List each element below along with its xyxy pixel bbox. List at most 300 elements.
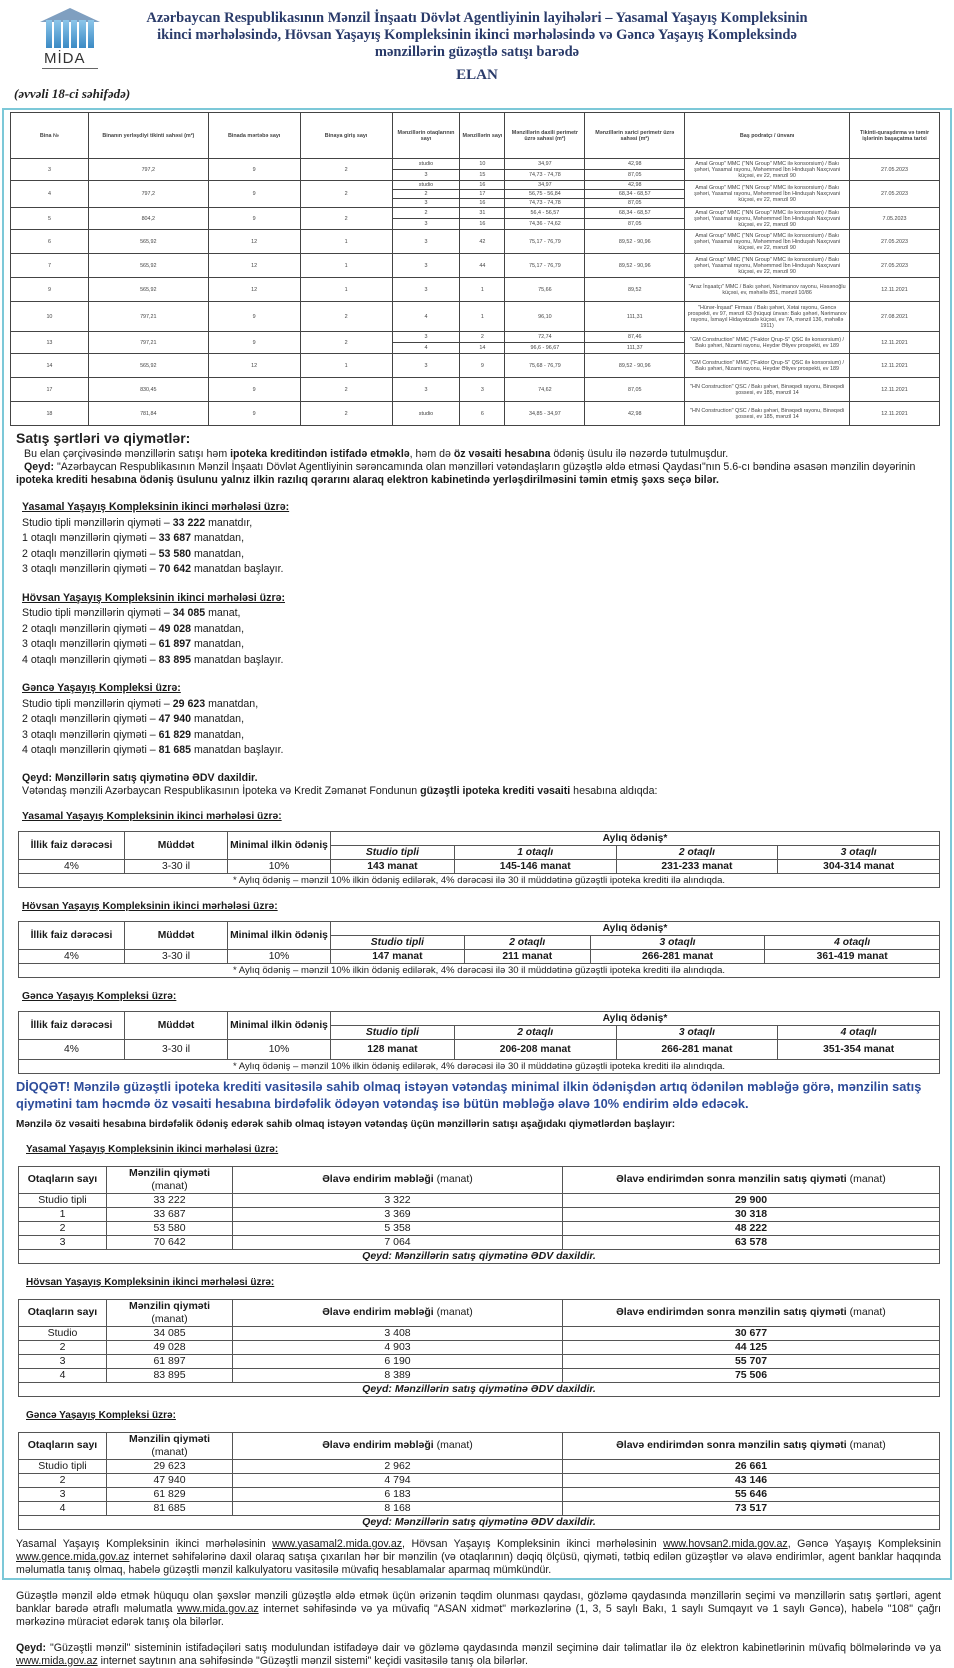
table-cell: 4 794: [233, 1473, 563, 1487]
cell-date: 27.05.2023: [850, 159, 940, 181]
table-row: [11, 254, 940, 278]
header-discount: Əlavə endirim məbləği (manat): [233, 1166, 563, 1193]
table-cell: 55 707: [563, 1354, 940, 1368]
unit-cell: 75,66: [505, 278, 585, 302]
cash-table-title: Gəncə Yaşayış Kompleksi üzrə:: [26, 1409, 176, 1421]
unit-cell: 75,17 - 76,79: [505, 254, 585, 278]
table-cell: 1: [19, 1207, 107, 1221]
table-cell: 34 085: [107, 1326, 233, 1340]
mortgage-footnote: * Aylıq ödəniş – mənzil 10% ilkin ödəniş edilərək, 4% dərəcəsi ilə 30 il müddətinə güzəştli ipoteka krediti ilə alındıqda.: [19, 1059, 940, 1073]
table-cell: 63 578: [563, 1235, 940, 1249]
cell-floors: 12: [208, 254, 300, 278]
apartment-type: 3 otaqlı: [616, 1025, 778, 1039]
column-header: Mənzillərin daxili perimetr üzrə sahəsi (m²): [505, 113, 585, 159]
sale-terms-heading: Satış şərtləri və qiymətlər:: [16, 430, 191, 446]
cell-date: 27.05.2023: [850, 230, 940, 254]
mortgage-footnote: * Aylıq ödəniş – mənzil 10% ilkin ödəniş edilərək, 4% dərəcəsi ilə 30 il müddətinə güzəştli ipoteka krediti ilə alındıqda.: [19, 963, 940, 977]
table-cell: 2 962: [233, 1459, 563, 1473]
table-row: [11, 208, 940, 219]
cell-date: 27.08.2021: [850, 302, 940, 332]
unit-cell: 16: [460, 181, 505, 190]
price-item: 2 otaqlı mənzillərin qiyməti – 47 940 manatdan,: [22, 713, 245, 725]
table-cell: 81 685: [107, 1501, 233, 1515]
unit-cell: 3: [392, 170, 460, 181]
table-cell: 53 580: [107, 1221, 233, 1235]
monthly-payment: 231-233 manat: [616, 859, 778, 873]
table-cell: 3 408: [233, 1326, 563, 1340]
header-rate: İllik faiz dərəcəsi: [19, 1011, 125, 1039]
cell-floors: 9: [208, 159, 300, 181]
cell-area: 797,21: [88, 302, 208, 332]
cell-floors: 9: [208, 378, 300, 402]
elan-label: ELAN: [456, 67, 498, 83]
price-item: Studio tipli mənzillərin qiyməti – 33 222 manatdır,: [22, 516, 253, 529]
price-item: 2 otaqlı mənzillərin qiyməti – 49 028 manatdan,: [22, 622, 245, 635]
table-cell: 75 506: [563, 1368, 940, 1382]
unit-cell: 87,05: [585, 170, 685, 181]
header-final-price: Əlavə endirimdən sonra mənzilin satış qiyməti (manat): [563, 1432, 940, 1459]
column-header: Mənzillərin sayı: [460, 113, 505, 159]
cell-date: 7.05.2023: [850, 208, 940, 230]
table-row: [19, 1354, 940, 1368]
unit-cell: 72,74: [505, 332, 585, 343]
price-list: [22, 681, 941, 759]
mortgage-table: [18, 831, 940, 888]
cell-entrances: 1: [300, 230, 392, 254]
vat-note-row: Qeyd: Mənzillərin satış qiymətinə ƏDV daxildir.: [19, 1249, 940, 1263]
building-icon: [46, 20, 94, 48]
cell-entrances: 2: [300, 181, 392, 208]
unit-cell: 89,52 - 90,96: [585, 354, 685, 378]
table-row: [11, 354, 940, 378]
price-item: 1 otaqlı mənzillərin qiyməti – 33 687 manatdan,: [22, 532, 245, 544]
cash-price-table: [18, 1166, 940, 1264]
unit-cell: 10: [460, 159, 505, 170]
cell-date: 12.11.2021: [850, 378, 940, 402]
unit-cell: 87,05: [585, 219, 685, 230]
mortgage-table: [18, 921, 940, 978]
table-cell: 6 190: [233, 1354, 563, 1368]
table-cell: 5 358: [233, 1221, 563, 1235]
monthly-payment: 128 manat: [331, 1039, 455, 1059]
table-cell: Studio: [19, 1326, 107, 1340]
mortgage-table-title: Gəncə Yaşayış Kompleksi üzrə:: [22, 990, 177, 1002]
monthly-payment: 211 manat: [464, 949, 590, 963]
unit-cell: 3: [392, 332, 460, 343]
unit-cell: 42: [460, 230, 505, 254]
header-price: Mənzilin qiyməti (manat): [107, 1299, 233, 1326]
cell-no: 17: [11, 378, 89, 402]
cell-area: 830,45: [88, 378, 208, 402]
unit-cell: 87,05: [585, 199, 685, 208]
cell-contractor: "Araz İnşaatçı" MMC / Bakı şəhəri, Nərimanov rayonu, Həsənoğlu küçəsi, ev, məhəllə 851, mənzil 10/86: [685, 278, 850, 302]
table-row: [19, 1235, 940, 1249]
table-cell: 30 318: [563, 1207, 940, 1221]
monthly-payment: 145-146 manat: [454, 859, 616, 873]
mortgage-intro: Vətəndaş mənzili Azərbaycan Respublikasının İpoteka və Kredit Zəmanət Fondunun güzəştli ipoteka krediti vəsaiti hesabına aldıqda:: [22, 784, 658, 797]
buildings-table: [10, 112, 940, 426]
apartment-type: Studio tipli: [331, 1025, 455, 1039]
monthly-payment: 147 manat: [331, 949, 465, 963]
table-cell: Studio tipli: [19, 1459, 107, 1473]
unit-cell: 68,34 - 68,57: [585, 208, 685, 219]
cell-entrances: 2: [300, 402, 392, 426]
cell-no: 10: [11, 302, 89, 332]
column-header: Binanın yerləşdiyi tikinti sahəsi (m²): [88, 113, 208, 159]
price-item: Studio tipli mənzillərin qiyməti – 34 085 manat,: [22, 607, 241, 619]
terms-paragraph: Bu elan çərçivəsində mənzillərin satışı həm ipoteka kreditindən istifadə etməklə, həm də öz vəsaiti hesabına ödəniş üsulu ilə nəzərdə tutulmuşdur.: [24, 448, 729, 460]
cell-no: 6: [11, 230, 89, 254]
cell-contractor: "HN Construction" QSC / Bakı şəhəri, Binəqədi rayonu, Binəqədi şossesi, ev 185, mənzil 14: [685, 402, 850, 426]
apartment-type: Studio tipli: [331, 845, 455, 859]
link-yasamal[interactable]: www.yasamal2.mida.gov.az: [272, 1537, 403, 1550]
unit-cell: 17: [460, 190, 505, 199]
cell-contractor: Amal Group" MMC ("NN Group" MMC ilə konsorsium) / Bakı şəhəri, Yasamal rayonu, Məhəmməd İbn Hinduşah Naxçıvani küçəsi, ev 22, mənzil 90: [685, 230, 850, 254]
cash-tables: [16, 1143, 941, 1530]
unit-cell: 3: [392, 199, 460, 208]
price-item: 3 otaqlı mənzillərin qiyməti – 61 829 manatdan,: [22, 728, 245, 741]
apartment-type: 4 otaqlı: [778, 1025, 940, 1039]
unit-cell: 3: [392, 354, 460, 378]
link-gence[interactable]: www.gence.mida.gov.az: [16, 1550, 130, 1563]
table-cell: 26 661: [563, 1459, 940, 1473]
unit-cell: 56,4 - 56,57: [505, 208, 585, 219]
cell-floors: 9: [208, 181, 300, 208]
cell-rate: 4%: [19, 1039, 125, 1059]
table-cell: 83 895: [107, 1368, 233, 1382]
table-cell: 30 677: [563, 1326, 940, 1340]
cell-contractor: Amal Group" MMC ("NN Group" MMC ilə konsorsium) / Bakı şəhəri, Yasamal rayonu, Məhəmməd İbn Hinduşah Naxçıvani küçəsi, ev 22, mənzil 90: [685, 208, 850, 230]
unit-cell: 4: [392, 302, 460, 332]
header-price: Mənzilin qiyməti (manat): [107, 1166, 233, 1193]
header-rooms: Otaqların sayı: [19, 1166, 107, 1193]
unit-cell: 2: [392, 208, 460, 219]
unit-cell: 75,68 - 76,79: [505, 354, 585, 378]
table-row: [11, 230, 940, 254]
cell-term: 3-30 il: [125, 859, 228, 873]
unit-cell: 56,75 - 56,84: [505, 190, 585, 199]
link-mida[interactable]: www.mida.gov.az: [177, 1602, 259, 1615]
cell-min: 10%: [228, 1039, 331, 1059]
page-header: [0, 0, 954, 101]
unit-cell: 89,52 - 90,96: [585, 230, 685, 254]
cell-entrances: 1: [300, 354, 392, 378]
unit-cell: 68,34 - 68,57: [585, 190, 685, 199]
header-rooms: Otaqların sayı: [19, 1299, 107, 1326]
cell-no: 5: [11, 208, 89, 230]
cell-date: 27.05.2023: [850, 181, 940, 208]
cell-entrances: 1: [300, 278, 392, 302]
unit-cell: 74,36 - 74,62: [505, 219, 585, 230]
link-mida-2[interactable]: www.mida.gov.az: [16, 1654, 98, 1667]
monthly-payment: 361-419 manat: [765, 949, 940, 963]
header-min-payment: Minimal ilkin ödəniş: [228, 921, 331, 949]
cell-floors: 9: [208, 302, 300, 332]
header-rooms: Otaqların sayı: [19, 1432, 107, 1459]
column-header: Binaya giriş sayı: [300, 113, 392, 159]
cell-area: 565,92: [88, 354, 208, 378]
monthly-payment: 206-208 manat: [454, 1039, 616, 1059]
table-cell: 33 222: [107, 1193, 233, 1207]
apartment-type: 2 otaqlı: [464, 935, 590, 949]
table-cell: 29 623: [107, 1459, 233, 1473]
cell-contractor: "GM Construction" MMC ("Faktor Qrup-S" QSC ilə konsorsium) / Bakı şəhəri, Nizami rayonu, Heydər Əliyev prospekti, ev 189: [685, 332, 850, 354]
unit-cell: 89,52 - 90,96: [585, 254, 685, 278]
terms-note: Qeyd: "Azərbaycan Respublikasının Mənzil İnşaatı Dövlət Agentliyinin sərəncamında olan mənzilləri vətəndaşların güzəştlə əldə etməsi Qaydası"nın 5.6-cı bəndinə əsasən mənzilin dəyərinin ipoteka krediti hesabına ödəniş üsulunu yalnız ilkin razılıq qərarını alaraq elektron kabinetində yerləşdirilməsini təmin etmiş şəxs seçə bilər.: [16, 461, 916, 486]
unit-cell: 42,98: [585, 402, 685, 426]
table-cell: 2: [19, 1473, 107, 1487]
apartment-type: 1 otaqlı: [454, 845, 616, 859]
unit-cell: 3: [392, 230, 460, 254]
unit-cell: 31: [460, 208, 505, 219]
table-cell: 2: [19, 1221, 107, 1235]
cell-contractor: "HN Construction" QSC / Bakı şəhəri, Binəqədi rayonu, Binəqədi şossesi, ev 185, mənzil 14: [685, 378, 850, 402]
table-row: [19, 1501, 940, 1515]
table-cell: 8 168: [233, 1501, 563, 1515]
monthly-payment: 143 manat: [331, 859, 455, 873]
unit-cell: 34,85 - 34,97: [505, 402, 585, 426]
table-cell: 8 389: [233, 1368, 563, 1382]
table-cell: 2: [19, 1340, 107, 1354]
unit-cell: 2: [460, 332, 505, 343]
price-item: 2 otaqlı mənzillərin qiyməti – 53 580 manatdan,: [22, 547, 245, 560]
unit-cell: 111,37: [585, 343, 685, 354]
cell-min: 10%: [228, 859, 331, 873]
cell-term: 3-30 il: [125, 1039, 228, 1059]
table-cell: 70 642: [107, 1235, 233, 1249]
table-cell: 55 646: [563, 1487, 940, 1501]
table-row: [19, 1326, 940, 1340]
unit-cell: 96,10: [505, 302, 585, 332]
cell-entrances: 1: [300, 254, 392, 278]
cell-term: 3-30 il: [125, 949, 228, 963]
unit-cell: studio: [392, 402, 460, 426]
cell-contractor: "Hünər-İnşaat" Firması / Bakı şəhəri, Xətai rayonu, Gəncə prospekti, ev 97, mənzil 63 (hüquqi ünvan: Bakı şəhəri, Nərimanov rayonu, İsmayıl Hidayətzadə küçəsi, ev 7A, mənzil 136, məhəllə 1911): [685, 302, 850, 332]
footer-info: [16, 1538, 941, 1668]
price-list: [22, 500, 941, 578]
price-item: 3 otaqlı mənzillərin qiyməti – 61 897 manatdan,: [22, 638, 245, 650]
unit-cell: 111,31: [585, 302, 685, 332]
table-cell: 7 064: [233, 1235, 563, 1249]
table-row: [19, 1193, 940, 1207]
cell-contractor: Amal Group" MMC ("NN Group" MMC ilə konsorsium) / Bakı şəhəri, Yasamal rayonu, Məhəmməd İbn Hinduşah Naxçıvani küçəsi, ev 22, mənzil 90: [685, 159, 850, 181]
header-term: Müddət: [125, 1011, 228, 1039]
cell-entrances: 2: [300, 332, 392, 354]
unit-cell: 15: [460, 170, 505, 181]
apartment-type: 2 otaqlı: [616, 845, 778, 859]
table-row: [19, 1221, 940, 1235]
attention-notice: DİQQƏT! Mənzilə güzəştli ipoteka krediti vasitəsilə sahib olmaq istəyən vətəndaş minimal ilkin ödənişdən artıq ödənilən məbləğə görə, mənzilin satış qiymətini tam həcmdə öz vəsaiti hesabına birdəfəlik ödəyən vətəndaş isə bütün məbləğə əlavə 10% endirim əldə edəcək.: [16, 1078, 922, 1111]
table-cell: 47 940: [107, 1473, 233, 1487]
column-header: Tikinti-quraşdırma və təmir işlərinin başaçatma tarixi: [850, 113, 940, 159]
table-cell: 6 183: [233, 1487, 563, 1501]
column-header: Baş podratçı / ünvanı: [685, 113, 850, 159]
unit-cell: 3: [460, 378, 505, 402]
table-cell: 4 903: [233, 1340, 563, 1354]
header-min-payment: Minimal ilkin ödəniş: [228, 831, 331, 859]
price-item: 4 otaqlı mənzillərin qiyməti – 81 685 manatdan başlayır.: [22, 744, 284, 756]
link-hovsan[interactable]: www.hovsan2.mida.gov.az: [663, 1537, 788, 1550]
header-rate: İllik faiz dərəcəsi: [19, 831, 125, 859]
cell-date: 12.11.2021: [850, 402, 940, 426]
cell-no: 9: [11, 278, 89, 302]
cell-area: 797,2: [88, 181, 208, 208]
unit-cell: 3: [392, 378, 460, 402]
unit-cell: 3: [392, 254, 460, 278]
unit-cell: 3: [392, 219, 460, 230]
header-term: Müddət: [125, 921, 228, 949]
column-header: Binada mərtəbə sayı: [208, 113, 300, 159]
cell-floors: 9: [208, 208, 300, 230]
price-item: 3 otaqlı mənzillərin qiyməti – 70 642 manatdan başlayır.: [22, 563, 284, 575]
unit-cell: 74,62: [505, 378, 585, 402]
price-item: 4 otaqlı mənzillərin qiyməti – 83 895 manatdan başlayır.: [22, 653, 284, 666]
cell-floors: 12: [208, 278, 300, 302]
table-cell: 73 517: [563, 1501, 940, 1515]
price-list-title: Hövsan Yaşayış Kompleksinin ikinci mərhələsi üzrə:: [22, 591, 285, 604]
cell-area: 565,92: [88, 254, 208, 278]
cell-date: 12.11.2021: [850, 354, 940, 378]
header-monthly: Aylıq ödəniş*: [331, 921, 940, 935]
table-cell: 44 125: [563, 1340, 940, 1354]
cell-area: 565,92: [88, 278, 208, 302]
cell-contractor: "GM Construction" MMC ("Faktor Qrup-S" QSC ilə konsorsium) / Bakı şəhəri, Nizami rayonu, Heydər Əliyev prospekti, ev 189: [685, 354, 850, 378]
monthly-payment: 304-314 manat: [778, 859, 940, 873]
cell-area: 797,21: [88, 332, 208, 354]
unit-cell: 9: [460, 354, 505, 378]
mortgage-table-title: Yasamal Yaşayış Kompleksinin ikinci mərhələsi üzrə:: [22, 810, 282, 822]
header-discount: Əlavə endirim məbləği (manat): [233, 1299, 563, 1326]
table-row: [19, 1368, 940, 1382]
table-cell: 48 222: [563, 1221, 940, 1235]
cell-entrances: 2: [300, 208, 392, 230]
unit-cell: 75,17 - 76,79: [505, 230, 585, 254]
header-price: Mənzilin qiyməti (manat): [107, 1432, 233, 1459]
apartment-type: 3 otaqlı: [590, 935, 765, 949]
column-header: Mənzillərin otaqlarının sayı: [392, 113, 460, 159]
table-cell: 4: [19, 1501, 107, 1515]
unit-cell: 87,05: [585, 378, 685, 402]
monthly-payment: 351-354 manat: [778, 1039, 940, 1059]
table-cell: 61 829: [107, 1487, 233, 1501]
header-discount: Əlavə endirim məbləği (manat): [233, 1432, 563, 1459]
table-cell: 4: [19, 1368, 107, 1382]
cell-min: 10%: [228, 949, 331, 963]
table-cell: 43 146: [563, 1473, 940, 1487]
table-cell: Studio tipli: [19, 1193, 107, 1207]
unit-cell: 42,98: [585, 159, 685, 170]
cash-table-title: Hövsan Yaşayış Kompleksinin ikinci mərhələsi üzrə:: [26, 1276, 275, 1288]
cell-rate: 4%: [19, 949, 125, 963]
cell-contractor: Amal Group" MMC ("NN Group" MMC ilə konsorsium) / Bakı şəhəri, Yasamal rayonu, Məhəmməd İbn Hinduşah Naxçıvani küçəsi, ev 22, mənzil 90: [685, 254, 850, 278]
header-monthly: Aylıq ödəniş*: [331, 1011, 940, 1025]
cell-no: 4: [11, 181, 89, 208]
apartment-type: 4 otaqlı: [765, 935, 940, 949]
table-row: [11, 181, 940, 190]
sale-terms-section: [16, 432, 941, 1668]
unit-cell: 74,73 - 74,78: [505, 199, 585, 208]
unit-cell: 16: [460, 219, 505, 230]
table-cell: 3 369: [233, 1207, 563, 1221]
header-rate: İllik faiz dərəcəsi: [19, 921, 125, 949]
apartment-type: 2 otaqlı: [454, 1025, 616, 1039]
cell-floors: 9: [208, 402, 300, 426]
column-header: Bina №: [11, 113, 89, 159]
unit-cell: 1: [460, 302, 505, 332]
price-list: [22, 591, 941, 669]
table-row: [11, 302, 940, 332]
cell-no: 3: [11, 159, 89, 181]
mortgage-footnote: * Aylıq ödəniş – mənzil 10% ilkin ödəniş edilərək, 4% dərəcəsi ilə 30 il müddətinə güzəştli ipoteka krediti ilə alındıqda.: [19, 873, 940, 887]
unit-cell: 89,52: [585, 278, 685, 302]
cash-intro: Mənzilə öz vəsaiti hesabına birdəfəlik ödəniş edərək sahib olmaq istəyən vətəndaş üçün mənzillərin satışı aşağıdakı qiymətlərdən başlayır:: [16, 1118, 676, 1130]
table-cell: 3: [19, 1354, 107, 1368]
cell-no: 14: [11, 354, 89, 378]
cell-floors: 9: [208, 332, 300, 354]
cash-price-table: [18, 1432, 940, 1530]
cell-rate: 4%: [19, 859, 125, 873]
logo-text: MİDA: [44, 50, 86, 67]
continued-note: (əvvəli 18-ci səhifədə): [14, 86, 131, 101]
unit-cell: 4: [392, 343, 460, 354]
cell-area: 797,2: [88, 159, 208, 181]
cash-price-table: [18, 1299, 940, 1397]
vat-note-row: Qeyd: Mənzillərin satış qiymətinə ƏDV daxildir.: [19, 1515, 940, 1529]
cell-date: 12.11.2021: [850, 332, 940, 354]
mida-logo: [38, 8, 102, 68]
apartment-type: 3 otaqlı: [778, 845, 940, 859]
price-list-title: Gəncə Yaşayış Kompleksi üzrə:: [22, 682, 181, 694]
price-item: Studio tipli mənzillərin qiyməti – 29 623 manatdan,: [22, 697, 259, 710]
vat-note-row: Qeyd: Mənzillərin satış qiymətinə ƏDV daxildir.: [19, 1382, 940, 1396]
table-cell: 49 028: [107, 1340, 233, 1354]
table-row: [19, 1340, 940, 1354]
cash-table-title: Yasamal Yaşayış Kompleksinin ikinci mərhələsi üzrə:: [26, 1143, 279, 1155]
cell-no: 7: [11, 254, 89, 278]
vat-note: Qeyd: Mənzillərin satış qiymətinə ƏDV daxildir.: [22, 771, 258, 784]
cell-area: 565,92: [88, 230, 208, 254]
unit-cell: 74,73 - 74,78: [505, 170, 585, 181]
footer-paragraph-note: Qeyd: "Güzəştli mənzil" sisteminin istifadəçiləri satış modulundan istifadəyə dair və gözləmə qaydasında mənzil seçiminə dair təlimatlar ilə öz elektron kabinetlərinin müvafiq bölmələrində və ya www.mida.gov.az internet saytının ana səhifəsində "Güzəştli mənzil sistemi" keçidi vasitəsilə tanış ola bilərlər.: [16, 1641, 941, 1667]
cell-floors: 12: [208, 354, 300, 378]
table-row: [11, 159, 940, 170]
unit-cell: studio: [392, 159, 460, 170]
monthly-payment: 266-281 manat: [590, 949, 765, 963]
unit-cell: 2: [392, 190, 460, 199]
unit-cell: 87,46: [585, 332, 685, 343]
table-cell: 61 897: [107, 1354, 233, 1368]
cell-date: 27.05.2023: [850, 254, 940, 278]
header-monthly: Aylıq ödəniş*: [331, 831, 940, 845]
monthly-payment: 266-281 manat: [616, 1039, 778, 1059]
header-min-payment: Minimal ilkin ödəniş: [228, 1011, 331, 1039]
cell-floors: 12: [208, 230, 300, 254]
cell-contractor: Amal Group" MMC ("NN Group" MMC ilə konsorsium) / Bakı şəhəri, Yasamal rayonu, Məhəmməd İbn Hinduşah Naxçıvani küçəsi, ev 22, mənzil 90: [685, 181, 850, 208]
unit-cell: studio: [392, 181, 460, 190]
mortgage-table-title: Hövsan Yaşayış Kompleksinin ikinci mərhələsi üzrə:: [22, 900, 278, 912]
apartment-type: Studio tipli: [331, 935, 465, 949]
unit-cell: 6: [460, 402, 505, 426]
table-cell: 3: [19, 1487, 107, 1501]
table-row: [11, 278, 940, 302]
mortgage-tables: [16, 810, 941, 1074]
table-cell: 33 687: [107, 1207, 233, 1221]
cell-date: 12.11.2021: [850, 278, 940, 302]
table-cell: 29 900: [563, 1193, 940, 1207]
table-cell: 3: [19, 1235, 107, 1249]
unit-cell: 34,97: [505, 181, 585, 190]
unit-cell: 16: [460, 199, 505, 208]
